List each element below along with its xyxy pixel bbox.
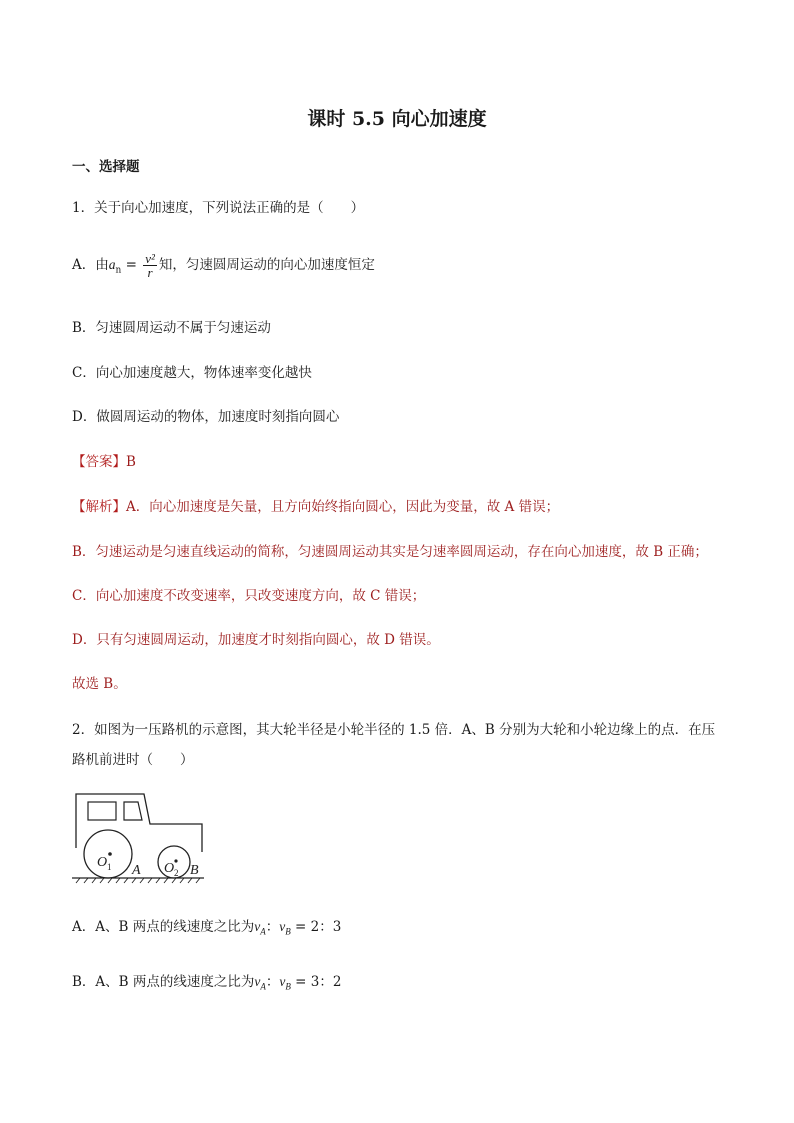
q2-option-b-vb: v bbox=[279, 974, 286, 989]
label-o1-sub: 1 bbox=[107, 862, 112, 872]
label-a: A bbox=[132, 863, 141, 878]
q1-analysis-a bbox=[72, 495, 559, 515]
q2-option-a-vb: v bbox=[279, 919, 286, 934]
formula-numerator: v² bbox=[145, 251, 155, 266]
q2-option-a-va-sub: A bbox=[260, 926, 266, 937]
analysis-tag: 【解析】 bbox=[72, 499, 126, 515]
q2-option-a-ratio: = 2：3 bbox=[290, 919, 342, 935]
analysis-a-text: A．向心加速度是矢量，且方向始终指向圆心，因此为变量，故 A 错误； bbox=[126, 499, 560, 515]
q1-option-c: C．向心加速度越大，物体速率变化越快 bbox=[72, 365, 312, 381]
q1-answer bbox=[72, 450, 136, 470]
q1-analysis-d: D．只有匀速圆周运动，加速度才时刻指向圆心，故 D 错误。 bbox=[72, 632, 440, 648]
q1-analysis-b: B．匀速运动是匀速直线运动的简称，匀速圆周运动其实是匀速率圆周运动，存在向心加速度，故 B 正确； bbox=[72, 544, 708, 560]
label-o1: O bbox=[97, 855, 108, 870]
q2-option-b-va-sub: A bbox=[260, 981, 266, 992]
q2-stem-line2: 路机前进时（ ） bbox=[72, 752, 194, 768]
q1-option-a-prefix: A．由 bbox=[72, 257, 109, 273]
q2-option-b-colon: ： bbox=[265, 974, 280, 990]
page-title: 课时 5.5 向心加速度 bbox=[307, 108, 487, 130]
q1-analysis-c: C．向心加速度不改变速率，只改变速度方向，故 C 错误； bbox=[72, 588, 426, 604]
ground-hatching bbox=[76, 878, 200, 883]
q2-option-a-prefix: A．A、B 两点的线速度之比为 bbox=[72, 919, 255, 935]
q2-option-b bbox=[72, 970, 341, 992]
q1-option-a bbox=[72, 252, 375, 279]
large-wheel-center bbox=[108, 852, 112, 856]
q2-option-a bbox=[72, 915, 341, 937]
q2-option-b-va: v bbox=[254, 974, 261, 989]
q1-stem: 1．关于向心加速度，下列说法正确的是（ ） bbox=[72, 200, 365, 216]
formula-fraction bbox=[143, 252, 157, 279]
q2-option-a-colon: ： bbox=[265, 919, 280, 935]
formula-denominator: r bbox=[147, 265, 153, 280]
q1-option-a-suffix: 知，匀速圆周运动的向心加速度恒定 bbox=[158, 257, 375, 273]
section-heading: 一、选择题 bbox=[72, 159, 140, 175]
answer-tag: 【答案】 bbox=[72, 454, 126, 470]
label-o2-sub: 2 bbox=[174, 868, 179, 878]
label-o2: O bbox=[164, 861, 175, 876]
q1-option-b: B．匀速圆周运动不属于匀速运动 bbox=[72, 320, 271, 336]
q2-option-b-ratio: = 3：2 bbox=[290, 974, 342, 990]
q2-option-b-prefix: B．A、B 两点的线速度之比为 bbox=[72, 974, 255, 990]
formula-eq: = bbox=[121, 257, 142, 273]
formula-sub: n bbox=[115, 265, 122, 276]
q2-option-a-vb-sub: B bbox=[285, 926, 291, 937]
q1-conclusion: 故选 B。 bbox=[72, 676, 127, 692]
q2-stem-line1: 2．如图为一压路机的示意图，其大轮半径是小轮半径的 1.5 倍．A、B 分别为大轮和小轮边缘上的点．在压 bbox=[72, 722, 716, 738]
label-b: B bbox=[190, 863, 199, 878]
roller-figure bbox=[70, 790, 210, 886]
q2-option-b-vb-sub: B bbox=[285, 981, 291, 992]
roller-window-right bbox=[124, 802, 142, 820]
q2-option-a-va: v bbox=[254, 919, 261, 934]
formula-lhs: a bbox=[108, 257, 116, 272]
q1-option-d: D．做圆周运动的物体，加速度时刻指向圆心 bbox=[72, 409, 340, 425]
roller-window-left bbox=[88, 802, 116, 820]
small-wheel-center bbox=[174, 859, 177, 862]
answer-value: B bbox=[126, 454, 136, 470]
